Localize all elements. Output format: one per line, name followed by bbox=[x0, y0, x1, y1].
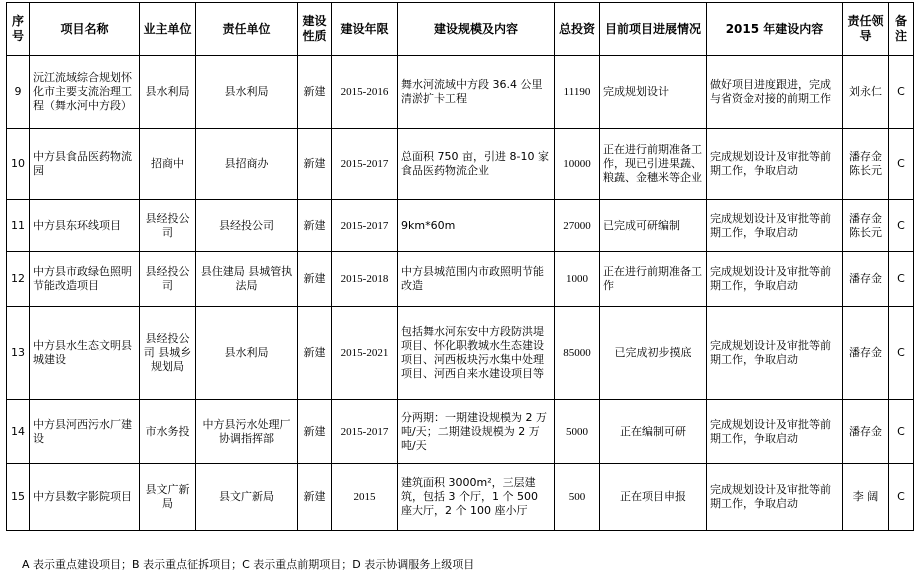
row-responsible-unit: 县文广新局 bbox=[196, 464, 298, 531]
header-nature: 建设性质 bbox=[298, 3, 332, 56]
row-responsible-unit: 中方县污水处理厂协调指挥部 bbox=[196, 400, 298, 464]
row-responsible-unit: 县水利局 bbox=[196, 56, 298, 129]
row-project-name: 中方县河西污水厂建设 bbox=[30, 400, 140, 464]
row-project-name: 中方县数字影院项目 bbox=[30, 464, 140, 531]
row-owner: 县经投公司 bbox=[140, 252, 196, 307]
row-progress: 正在进行前期准备工作，现已引进果蔬、粮蔬、金穗米等企业 bbox=[600, 129, 707, 200]
row-owner: 县水利局 bbox=[140, 56, 196, 129]
row-nature: 新建 bbox=[298, 464, 332, 531]
row-owner: 招商中 bbox=[140, 129, 196, 200]
row-leader: 潘存金 陈长元 bbox=[843, 129, 889, 200]
projects-table bbox=[6, 2, 914, 531]
row-investment: 11190 bbox=[555, 56, 600, 129]
row-nature: 新建 bbox=[298, 307, 332, 400]
row-no: 10 bbox=[7, 129, 30, 200]
row-progress: 正在进行前期准备工作 bbox=[600, 252, 707, 307]
row-scope: 9km*60m bbox=[398, 200, 555, 252]
row-owner: 市水务投 bbox=[140, 400, 196, 464]
row-project-name: 沅江流域综合规划怀化市主要支流治理工程（舞水河中方段） bbox=[30, 56, 140, 129]
header-row bbox=[7, 3, 914, 56]
row-no: 12 bbox=[7, 252, 30, 307]
row-no: 9 bbox=[7, 56, 30, 129]
row-remark: C bbox=[889, 200, 914, 252]
row-years: 2015-2017 bbox=[332, 129, 398, 200]
row-progress: 正在项目申报 bbox=[600, 464, 707, 531]
row-remark: C bbox=[889, 129, 914, 200]
header-years: 建设年限 bbox=[332, 3, 398, 56]
row-scope: 舞水河流域中方段 36.4 公里清淤扩卡工程 bbox=[398, 56, 555, 129]
table-row bbox=[7, 307, 914, 400]
row-remark: C bbox=[889, 400, 914, 464]
row-progress: 完成规划设计 bbox=[600, 56, 707, 129]
row-years: 2015 bbox=[332, 464, 398, 531]
row-nature: 新建 bbox=[298, 129, 332, 200]
header-owner: 业主单位 bbox=[140, 3, 196, 56]
table-row bbox=[7, 129, 914, 200]
row-owner: 县文广新局 bbox=[140, 464, 196, 531]
row-no: 13 bbox=[7, 307, 30, 400]
row-2015-content: 做好项目进度跟进，完成与省资金对接的前期工作 bbox=[707, 56, 843, 129]
row-nature: 新建 bbox=[298, 400, 332, 464]
row-nature: 新建 bbox=[298, 56, 332, 129]
row-scope: 分两期：一期建设规模为 2 万吨/天；二期建设规模为 2 万吨/天 bbox=[398, 400, 555, 464]
footnote: A 表示重点建设项目；B 表示重点征拆项目；C 表示重点前期项目；D 表示协调服务上级项目 bbox=[22, 558, 475, 571]
row-responsible-unit: 县住建局 县城管执法局 bbox=[196, 252, 298, 307]
row-progress: 已完成初步摸底 bbox=[600, 307, 707, 400]
row-investment: 5000 bbox=[555, 400, 600, 464]
row-scope: 中方县城范围内市政照明节能改造 bbox=[398, 252, 555, 307]
row-years: 2015-2021 bbox=[332, 307, 398, 400]
table-row bbox=[7, 252, 914, 307]
row-remark: C bbox=[889, 56, 914, 129]
header-no: 序号 bbox=[7, 3, 30, 56]
row-leader: 潘存金 陈长元 bbox=[843, 200, 889, 252]
row-remark: C bbox=[889, 464, 914, 531]
row-owner: 县经投公司 bbox=[140, 200, 196, 252]
table-row bbox=[7, 56, 914, 129]
row-project-name: 中方县东环线项目 bbox=[30, 200, 140, 252]
header-leader: 责任领导 bbox=[843, 3, 889, 56]
row-no: 15 bbox=[7, 464, 30, 531]
row-scope: 总面积 750 亩，引进 8-10 家食品医药物流企业 bbox=[398, 129, 555, 200]
row-owner: 县经投公司 县城乡规划局 bbox=[140, 307, 196, 400]
header-2015-content: 2015 年建设内容 bbox=[707, 3, 843, 56]
row-progress: 已完成可研编制 bbox=[600, 200, 707, 252]
row-investment: 10000 bbox=[555, 129, 600, 200]
row-scope: 包括舞水河东安中方段防洪堤项目、怀化职教城水生态建设项目、河西板块污水集中处理项目、河西自来水建设项目等 bbox=[398, 307, 555, 400]
row-investment: 1000 bbox=[555, 252, 600, 307]
header-project-name: 项目名称 bbox=[30, 3, 140, 56]
row-remark: C bbox=[889, 307, 914, 400]
row-investment: 27000 bbox=[555, 200, 600, 252]
row-project-name: 中方县水生态文明县城建设 bbox=[30, 307, 140, 400]
row-leader: 刘永仁 bbox=[843, 56, 889, 129]
row-no: 11 bbox=[7, 200, 30, 252]
row-years: 2015-2017 bbox=[332, 400, 398, 464]
row-project-name: 中方县食品医药物流园 bbox=[30, 129, 140, 200]
row-years: 2015-2016 bbox=[332, 56, 398, 129]
table-row bbox=[7, 400, 914, 464]
row-2015-content: 完成规划设计及审批等前期工作，争取启动 bbox=[707, 252, 843, 307]
row-no: 14 bbox=[7, 400, 30, 464]
header-investment: 总投资 bbox=[555, 3, 600, 56]
row-leader: 李 阔 bbox=[843, 464, 889, 531]
row-responsible-unit: 县招商办 bbox=[196, 129, 298, 200]
header-remark: 备注 bbox=[889, 3, 914, 56]
row-2015-content: 完成规划设计及审批等前期工作，争取启动 bbox=[707, 400, 843, 464]
row-nature: 新建 bbox=[298, 200, 332, 252]
row-scope: 建筑面积 3000m²，三层建筑，包括 3 个厅，1 个 500 座大厅，2 个 100 座小厅 bbox=[398, 464, 555, 531]
row-2015-content: 完成规划设计及审批等前期工作，争取启动 bbox=[707, 464, 843, 531]
table-row bbox=[7, 200, 914, 252]
row-remark: C bbox=[889, 252, 914, 307]
row-nature: 新建 bbox=[298, 252, 332, 307]
row-investment: 85000 bbox=[555, 307, 600, 400]
row-leader: 潘存金 bbox=[843, 400, 889, 464]
row-2015-content: 完成规划设计及审批等前期工作，争取启动 bbox=[707, 129, 843, 200]
row-leader: 潘存金 bbox=[843, 307, 889, 400]
row-leader: 潘存金 bbox=[843, 252, 889, 307]
row-responsible-unit: 县水利局 bbox=[196, 307, 298, 400]
row-2015-content: 完成规划设计及审批等前期工作，争取启动 bbox=[707, 200, 843, 252]
row-progress: 正在编制可研 bbox=[600, 400, 707, 464]
row-years: 2015-2017 bbox=[332, 200, 398, 252]
row-years: 2015-2018 bbox=[332, 252, 398, 307]
table-row bbox=[7, 464, 914, 531]
header-progress: 目前项目进展情况 bbox=[600, 3, 707, 56]
row-project-name: 中方县市政绿色照明节能改造项目 bbox=[30, 252, 140, 307]
row-responsible-unit: 县经投公司 bbox=[196, 200, 298, 252]
row-2015-content: 完成规划设计及审批等前期工作，争取启动 bbox=[707, 307, 843, 400]
header-responsible-unit: 责任单位 bbox=[196, 3, 298, 56]
row-investment: 500 bbox=[555, 464, 600, 531]
header-scope: 建设规模及内容 bbox=[398, 3, 555, 56]
